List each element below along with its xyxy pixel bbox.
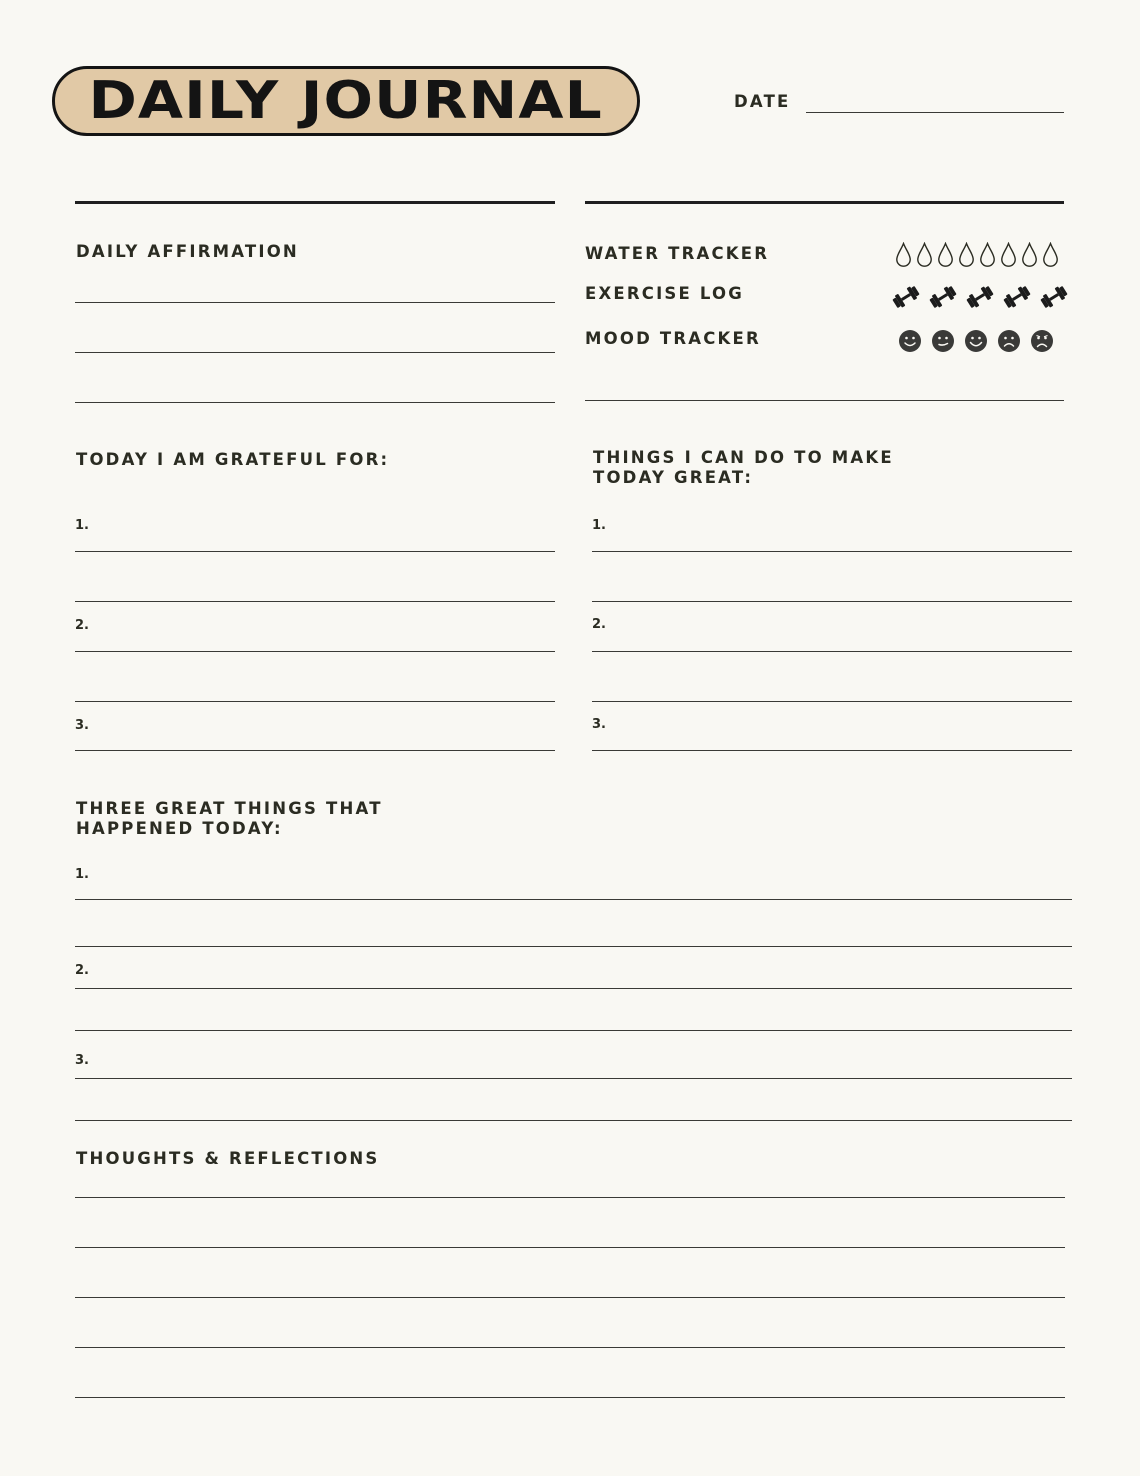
grateful-number-3: 3. [75,718,89,733]
three-great-line-1b[interactable] [75,946,1072,947]
neutral-face-icon[interactable] [931,329,955,353]
make-great-number-1: 1. [592,518,606,533]
dumbbell-icon[interactable] [965,284,995,310]
grateful-heading: TODAY I AM GRATEFUL FOR: [76,450,390,469]
exercise-log-icons [891,284,1069,310]
exercise-log-label: EXERCISE LOG [585,284,745,303]
water-drop-icon[interactable] [895,242,912,268]
dumbbell-icon[interactable] [1002,284,1032,310]
affirmation-heading: DAILY AFFIRMATION [76,242,299,261]
make-great-heading: THINGS I CAN DO TO MAKE TODAY GREAT: [593,448,894,487]
grateful-line-2b[interactable] [75,701,555,702]
three-great-line-2b[interactable] [75,1030,1072,1031]
date-field[interactable] [806,112,1064,113]
three-great-heading: THREE GREAT THINGS THAT HAPPENED TODAY: [76,799,383,838]
make-great-number-2: 2. [592,617,606,632]
water-drop-icon[interactable] [958,242,975,268]
tracker-bottom-line [585,400,1064,401]
water-drop-icon[interactable] [937,242,954,268]
water-drop-icon[interactable] [1021,242,1038,268]
sad-face-icon[interactable] [997,329,1021,353]
upset-face-icon[interactable] [1030,329,1054,353]
three-great-line-3[interactable] [75,1078,1072,1079]
affirmation-line-1[interactable] [75,302,555,303]
thoughts-line-2[interactable] [75,1247,1065,1248]
three-great-line-3b[interactable] [75,1120,1072,1121]
happy-face-icon[interactable] [964,329,988,353]
water-drop-icon[interactable] [1042,242,1059,268]
make-great-line-1b[interactable] [592,601,1072,602]
make-great-number-3: 3. [592,717,606,732]
dumbbell-icon[interactable] [928,284,958,310]
dumbbell-icon[interactable] [891,284,921,310]
mood-tracker-icons [898,329,1054,353]
three-great-number-1: 1. [75,867,89,882]
three-great-line-2[interactable] [75,988,1072,989]
title-banner [52,66,640,136]
smile-face-icon[interactable] [898,329,922,353]
grateful-number-1: 1. [75,518,89,533]
make-great-line-1[interactable] [592,551,1072,552]
thoughts-line-5[interactable] [75,1397,1065,1398]
make-great-line-2b[interactable] [592,701,1072,702]
water-drop-icon[interactable] [979,242,996,268]
grateful-line-2[interactable] [75,651,555,652]
grateful-line-1b[interactable] [75,601,555,602]
divider-left [75,201,555,204]
water-tracker-icons [895,242,1059,268]
divider-right [585,201,1064,204]
date-label: DATE [734,92,791,111]
thoughts-line-4[interactable] [75,1347,1065,1348]
grateful-line-3[interactable] [75,750,555,751]
water-drop-icon[interactable] [1000,242,1017,268]
make-great-line-2[interactable] [592,651,1072,652]
grateful-number-2: 2. [75,618,89,633]
affirmation-line-2[interactable] [75,352,555,353]
affirmation-line-3[interactable] [75,402,555,403]
three-great-line-1[interactable] [75,899,1072,900]
grateful-line-1[interactable] [75,551,555,552]
mood-tracker-label: MOOD TRACKER [585,329,761,348]
thoughts-heading: THOUGHTS & REFLECTIONS [76,1149,380,1168]
thoughts-line-3[interactable] [75,1297,1065,1298]
page-title: DAILY JOURNAL [88,71,604,131]
three-great-number-2: 2. [75,963,89,978]
water-tracker-label: WATER TRACKER [585,244,770,263]
thoughts-line-1[interactable] [75,1197,1065,1198]
dumbbell-icon[interactable] [1039,284,1069,310]
make-great-line-3[interactable] [592,750,1072,751]
water-drop-icon[interactable] [916,242,933,268]
three-great-number-3: 3. [75,1053,89,1068]
